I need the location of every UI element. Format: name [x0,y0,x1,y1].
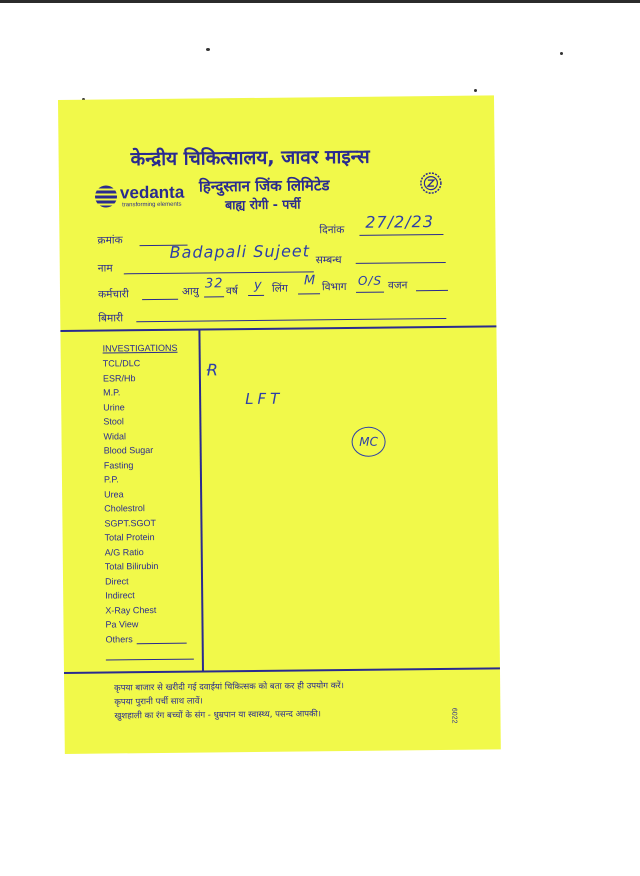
list-item: Widal [103,430,127,442]
dept-value: O/S [357,273,383,288]
serial-label: क्रमांक [97,234,123,247]
prescribed-test: LFT [245,389,284,409]
list-item: X-Ray Chest [105,604,157,616]
outpatient-slip [58,95,501,754]
list-item: Pa View [105,619,139,630]
doctor-initials: MC [351,427,385,457]
section-divider [60,325,496,332]
date-field[interactable] [359,234,443,236]
list-item: P.P. [103,474,119,485]
gender-value: M [303,273,317,289]
hospital-title: केन्द्रीय चिकित्सालय, जावर माइन्स [130,145,370,171]
age-field[interactable] [204,296,224,297]
list-item: Indirect [105,590,135,601]
list-item: Fasting [103,459,134,471]
age-unit: वर्ष [225,285,238,298]
others-label: Others [105,633,133,645]
form-code: 6022 [450,707,458,724]
vedanta-globe-icon [95,185,117,207]
list-item: ESR/Hb [102,372,136,384]
gender-label: लिंग [271,282,288,295]
list-item: SGPT.SGOT [104,517,156,529]
investigations-panel [103,343,202,647]
list-item: Direct [104,575,129,587]
list-item: Total Bilirubin [104,560,159,572]
dept-field[interactable] [356,292,384,293]
name-field[interactable] [124,271,314,274]
others-extra-field[interactable] [106,659,194,661]
age-label: आयु [181,285,199,298]
hzl-emblem-icon [420,172,442,194]
weight-label: वजन [387,279,408,292]
logo-wordmark: vedanta [119,182,185,203]
relation-label: सम्बन्ध [315,254,342,267]
date-value: 27/2/23 [365,212,435,232]
list-item-others [106,631,202,647]
name-value: Badapali Sujeet [169,241,311,262]
list-item: Urea [104,488,124,500]
relation-field[interactable] [356,262,446,264]
name-label: नाम [97,262,113,275]
list-item: TCL/DLC [102,358,141,369]
employee-field[interactable] [142,299,178,300]
company-name: हिन्दुस्तान जिंक लिमिटेड [198,176,330,196]
slip-subtitle: बाह्य रोगी - पर्ची [225,196,301,213]
date-label: दिनांक [319,224,345,237]
age-value: 32 [204,276,224,292]
age-mark: y [253,277,263,293]
dept-label: विभाग [321,280,347,294]
footer-divider [64,667,500,674]
rx-mark: Ɍ [206,360,220,380]
list-item: Total Protein [104,532,155,543]
list-item: Blood Sugar [103,445,154,456]
disease-field[interactable] [136,318,446,322]
footer-notes [114,678,484,724]
others-field[interactable] [137,642,187,644]
vedanta-logo [95,182,215,211]
gender-field[interactable] [298,293,320,294]
scan-edge [0,0,640,3]
list-item: Urine [103,401,125,413]
list-item: Cholestrol [104,503,145,514]
age-unit-field[interactable] [248,295,264,296]
footer-note-3: खुशहाली का रंग बच्चों के संग - धुम्रपान या स्वास्थ्य, पसन्द आपकी। [114,709,322,722]
logo-tagline: transforming elements [122,201,182,209]
list-item: A/G Ratio [104,546,144,558]
employee-label: कर्मचारी [97,288,129,301]
investigations-list [103,356,202,647]
weight-field[interactable] [416,290,448,291]
footer-note-2: कृपया पुरानी पर्ची साथ लावें। [114,696,203,708]
investigations-heading: INVESTIGATIONS [102,342,178,354]
disease-label: बिमारी [98,312,124,325]
list-item: Stool [103,416,124,427]
footer-note-1: कृपया बाजार से खरीदी गई दवाईयां चिकित्सक को बता कर ही उपयोग करें। [114,681,344,694]
list-item: M.P. [103,387,121,398]
